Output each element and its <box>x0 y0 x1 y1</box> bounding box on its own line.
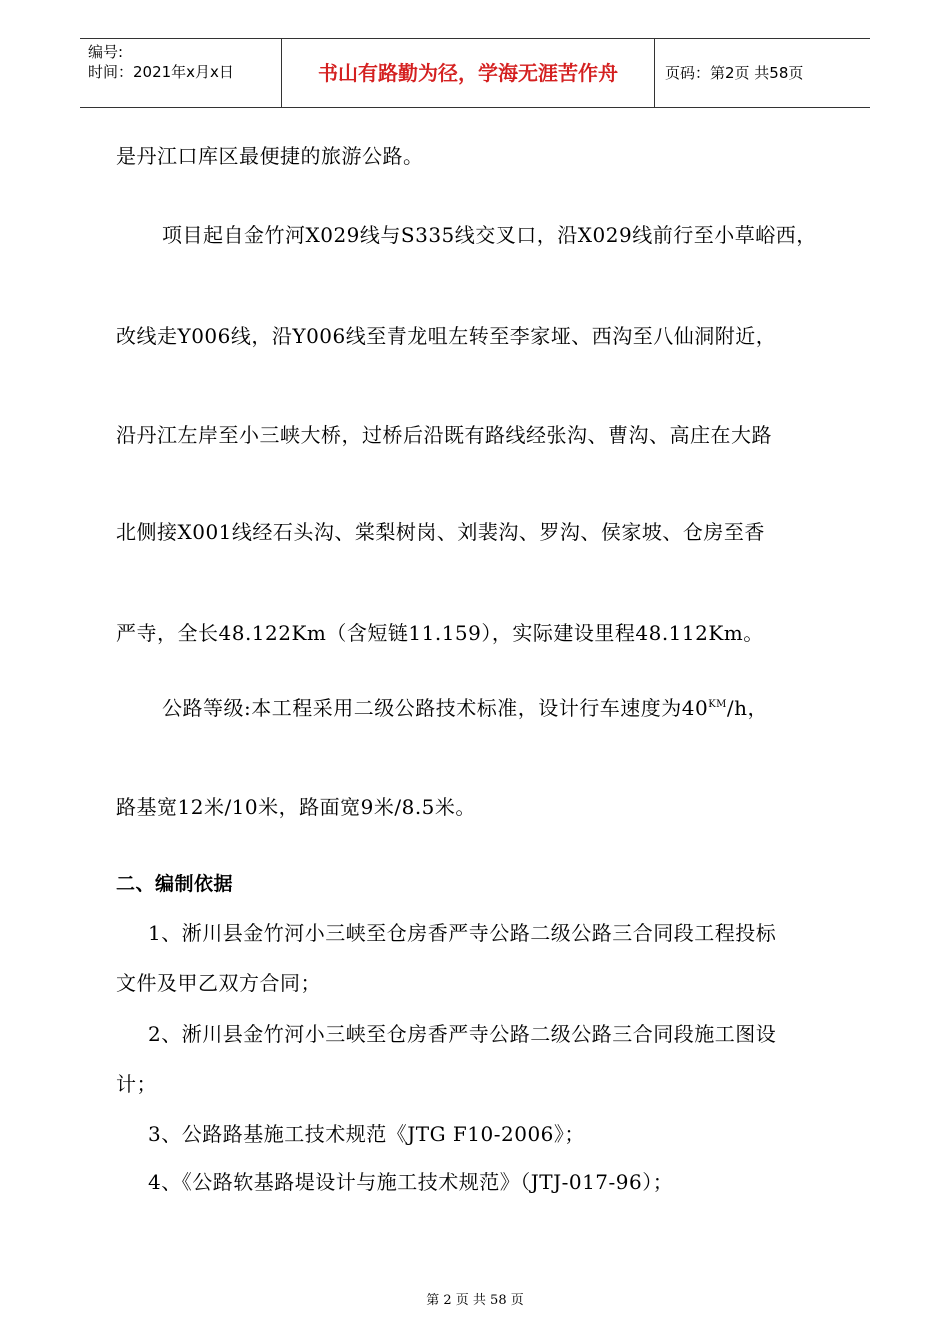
basis-item-continuation: 文件及甲乙双方合同； <box>116 971 321 995</box>
body-line: 沿丹江左岸至小三峡大桥，过桥后沿既有路线经张沟、曹沟、高庄在大路 <box>116 423 772 447</box>
body-line: 严寺，全长48.122Km（含短链11.159），实际建设里程48.112Km。 <box>116 621 764 645</box>
basis-item: 4、《公路软基路堤设计与施工技术规范》（JTJ-017-96）； <box>148 1170 674 1194</box>
page-header <box>80 38 870 108</box>
doc-number-label: 编号: <box>88 43 124 61</box>
header-meta-cell <box>80 39 282 107</box>
grade-line-suffix: /h， <box>726 696 769 720</box>
basis-item: 1、淅川县金竹河小三峡至仓房香严寺公路二级公路三合同段工程投标 <box>148 921 777 945</box>
width-line: 路基宽12米/10米，路面宽9米/8.5米。 <box>116 795 476 819</box>
header-motto: 书山有路勤为径，学海无涯苦作舟 <box>282 39 655 107</box>
grade-line-text: 公路等级:本工程采用二级公路技术标准，设计行车速度为40 <box>162 696 709 720</box>
header-page-info: 页码：第2页 共58页 <box>665 64 804 82</box>
grade-line <box>162 692 768 721</box>
body-line: 北侧接X001线经石头沟、棠梨树岗、刘裴沟、罗沟、侯家坡、仓房至香 <box>116 520 765 544</box>
basis-item: 3、公路路基施工技术规范《JTG F10-2006》； <box>148 1122 585 1146</box>
body-line: 改线走Y006线，沿Y006线至青龙咀左转至李家垭、西沟至八仙洞附近， <box>116 324 777 348</box>
section-heading: 二、编制依据 <box>116 873 234 895</box>
speed-unit-superscript: KM <box>708 699 727 710</box>
doc-time-label: 时间：2021年x月x日 <box>88 63 234 81</box>
basis-item: 2、淅川县金竹河小三峡至仓房香严寺公路二级公路三合同段施工图设 <box>148 1022 777 1046</box>
body-line: 项目起自金竹河X029线与S335线交叉口，沿X029线前行至小草峪西， <box>162 223 817 247</box>
body-line: 是丹江口库区最便捷的旅游公路。 <box>116 144 424 168</box>
basis-item-continuation: 计； <box>116 1072 157 1096</box>
page-footer: 第 2 页 共 58 页 <box>426 1293 524 1308</box>
